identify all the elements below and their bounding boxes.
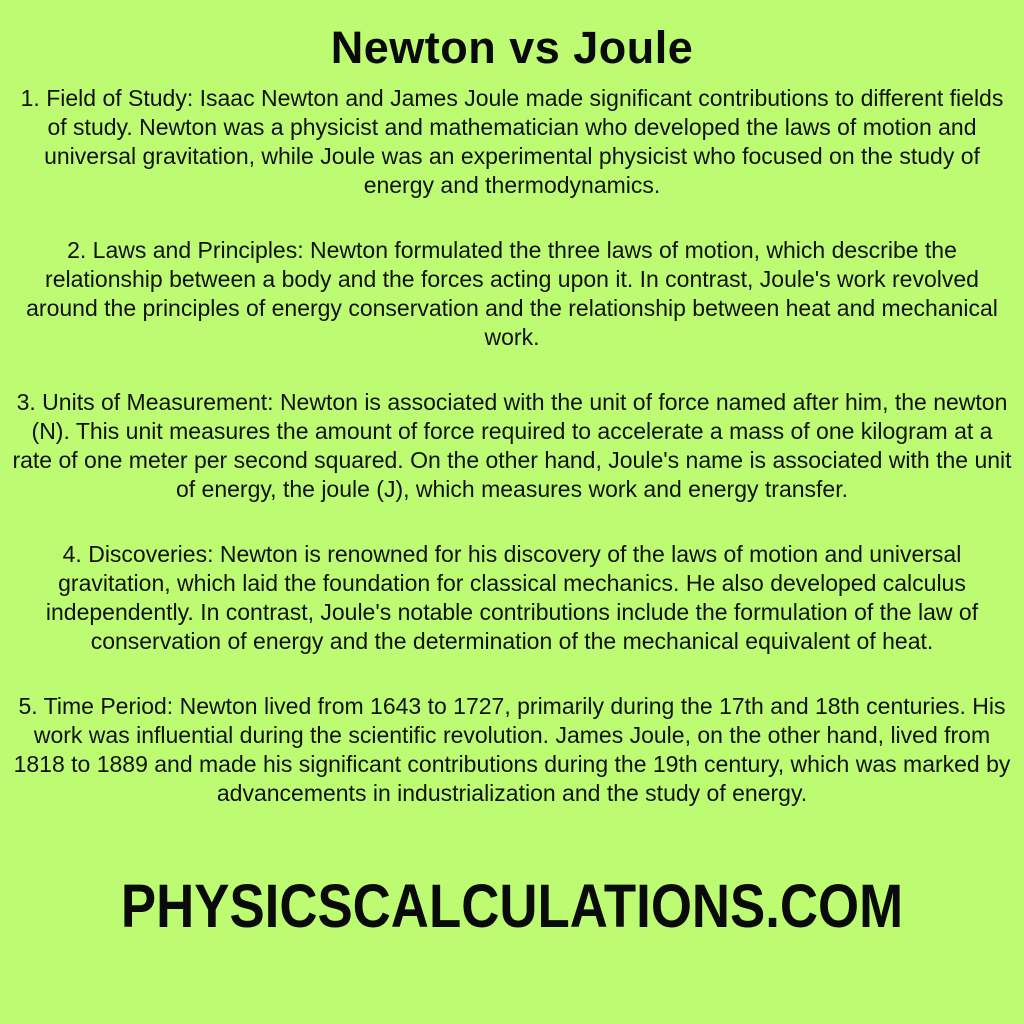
point-time-period: 5. Time Period: Newton lived from 1643 to 1727, primarily during the 17th and 18th centuries. His work was influential during the scientific revolution. James Joule, on the other hand, lived from 1818 to 1889 and made his significant contributions during the 19th century, which was marked by advancements in industrialization and the study of energy. xyxy=(13,693,1011,806)
footer-website-wordmark: PHYSICSCALCULATIONS.COM xyxy=(120,871,904,941)
point-units-of-measurement: 3. Units of Measurement: Newton is associated with the unit of force named after him, the newton (N). This unit measures the amount of force required to accelerate a mass of one kilogram at a rate of one meter per second squared. On the other hand, Joule's name is associated with the unit of energy, the joule (J), which measures work and energy transfer. xyxy=(12,389,1012,502)
point-field-of-study: 1. Field of Study: Isaac Newton and James Joule made significant contributions to different fields of study. Newton was a physicist and mathematician who developed the laws of motion and universal gravitation, while Joule was an experimental physicist who focused on the study of energy and thermodynamics. xyxy=(20,85,1004,198)
point-discoveries: 4. Discoveries: Newton is renowned for his discovery of the laws of motion and universal gravitation, which laid the foundation for classical mechanics. He also developed calculus independently. In contrast, Joule's notable contributions include the formulation of the law of conservation of energy and the determination of the mechanical equivalent of heat. xyxy=(45,541,979,654)
comparison-points xyxy=(0,84,1024,808)
point-laws-and-principles: 2. Laws and Principles: Newton formulated the three laws of motion, which describe the relationship between a body and the forces acting upon it. In contrast, Joule's work revolved around the principles of energy conservation and the relationship between heat and mechanical work. xyxy=(26,237,998,350)
page-title: Newton vs Joule xyxy=(330,22,694,73)
